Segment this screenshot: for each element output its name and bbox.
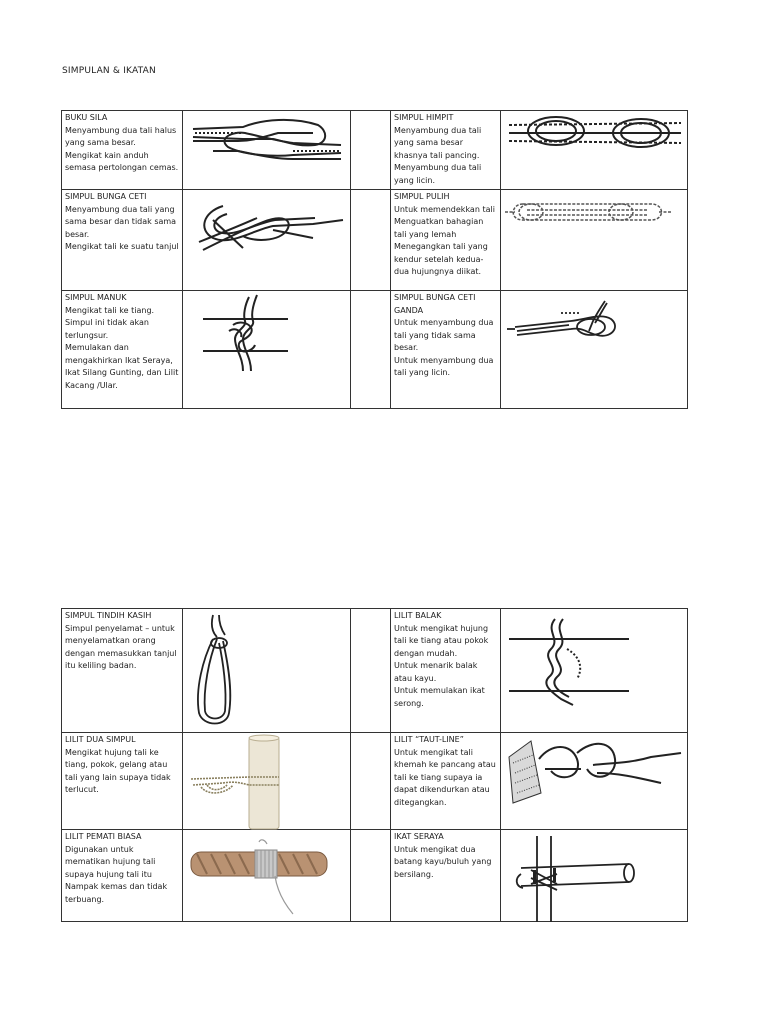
knot-description: Mengikat tali ke tiang. Simpul ini tidak akan terlungsur. Memulakan dan mengakhirkan Ikat Seraya, Ikat Silang Gunting, dan Lilit Kacang /Ular. [65, 305, 179, 390]
knot-name: LILIT “TAUT-LINE” [394, 735, 464, 744]
fishermans-knot-icon [501, 111, 688, 186]
knot-name: LILIT DUA SIMPUL [65, 735, 136, 744]
round-turn-two-half-hitches-icon [183, 733, 351, 830]
spacer-cell [351, 291, 391, 409]
table-row [62, 111, 688, 190]
knot-cell [62, 609, 183, 733]
knot-name: BUKU SILA [65, 113, 108, 122]
knot-name: SIMPUL HIMPIT [394, 113, 454, 122]
knot-name: IKAT SERAYA [394, 832, 444, 841]
double-sheet-bend-icon [501, 291, 688, 409]
table-row [62, 190, 688, 291]
spacer-cell [351, 111, 391, 190]
knot-cell [62, 190, 183, 291]
knot-image-cell [501, 291, 688, 409]
knot-description: Menyambung dua tali halus yang sama besar. Mengikat kain anduh semasa pertolongan cemas. [65, 125, 179, 172]
knot-cell [391, 830, 501, 922]
sheepshank-icon [501, 190, 688, 291]
knot-description: Untuk mengikat hujung tali ke tiang atau pokok dengan mudah. Untuk menarik balak atau kayu. Untuk memulakan ikat serong. [394, 623, 489, 708]
knot-cell [62, 111, 183, 190]
reef-knot-icon [183, 111, 351, 186]
knot-description: Digunakan untuk mematikan hujung tali supaya hujung tali itu Nampak kemas dan tidak terbuang. [65, 844, 168, 904]
knot-cell [62, 830, 183, 922]
taut-line-hitch-icon [501, 733, 688, 830]
square-lashing-icon [501, 830, 688, 922]
knot-cell [62, 733, 183, 830]
knot-name: LILIT PEMATI BIASA [65, 832, 142, 841]
knot-name: SIMPUL BUNGA CETI [65, 192, 147, 201]
bowline-icon [183, 609, 351, 733]
knot-image-cell [183, 291, 351, 409]
knot-image-cell [183, 190, 351, 291]
whipping-icon [183, 830, 351, 922]
knot-description: Simpul penyelamat – untuk menyelamatkan orang dengan memasukkan tanjul itu keliling badan. [65, 623, 177, 670]
table-row [62, 291, 688, 409]
spacer-cell [351, 733, 391, 830]
knot-cell [391, 190, 501, 291]
table-row [62, 830, 688, 922]
knot-image-cell [183, 609, 351, 733]
knots-table-1 [61, 110, 688, 409]
clove-hitch-icon [183, 291, 351, 409]
knot-image-cell [501, 190, 688, 291]
spacer-cell [351, 830, 391, 922]
knot-image-cell [183, 111, 351, 190]
spacer-cell [351, 609, 391, 733]
knot-description: Menyambung dua tali yang sama besar khasnya tali pancing. Menyambung dua tali yang licin. [394, 125, 482, 185]
knot-description: Untuk menyambung dua tali yang tidak sama besar. Untuk menyambung dua tali yang licin. [394, 318, 494, 377]
timber-hitch-icon [501, 609, 688, 733]
table-row [62, 609, 688, 733]
knot-name: SIMPUL BUNGA CETI GANDA [394, 293, 476, 315]
knot-name: SIMPUL TINDIH KASIH [65, 611, 152, 620]
knot-description: Menyambung dua tali yang sama besar dan tidak sama besar. Mengikat tali ke suatu tanjul [65, 204, 179, 251]
knot-name: SIMPUL PULIH [394, 192, 450, 201]
knot-cell [391, 733, 501, 830]
knot-name: SIMPUL MANUK [65, 293, 127, 302]
knot-image-cell [501, 733, 688, 830]
knot-image-cell [183, 830, 351, 922]
spacer-cell [351, 190, 391, 291]
page-title: SIMPULAN & IKATAN [62, 66, 156, 76]
knot-image-cell [501, 830, 688, 922]
knot-cell [391, 609, 501, 733]
knot-description: Untuk mengikat dua batang kayu/buluh yang bersilang. [394, 844, 492, 879]
knot-description: Mengikat hujung tali ke tiang, pokok, gelang atau tali yang lain supaya tidak terlucut. [65, 747, 171, 794]
knot-image-cell [501, 111, 688, 190]
knot-cell [62, 291, 183, 409]
sheet-bend-icon [183, 190, 351, 291]
knot-description: Untuk memendekkan tali Menguatkan bahagian tali yang lemah Menegangkan tali yang kendur setelah kedua-dua hujungnya diikat. [394, 204, 495, 276]
table-row [62, 733, 688, 830]
knots-table-2 [61, 608, 688, 922]
knot-image-cell [183, 733, 351, 830]
knot-cell [391, 111, 501, 190]
knot-cell [391, 291, 501, 409]
knot-image-cell [501, 609, 688, 733]
knot-description: Untuk mengikat tali khemah ke pancang atau tali ke tiang supaya ia dapat dikendurkan atau ditegangkan. [394, 747, 496, 807]
knot-name: LILIT BALAK [394, 611, 442, 620]
